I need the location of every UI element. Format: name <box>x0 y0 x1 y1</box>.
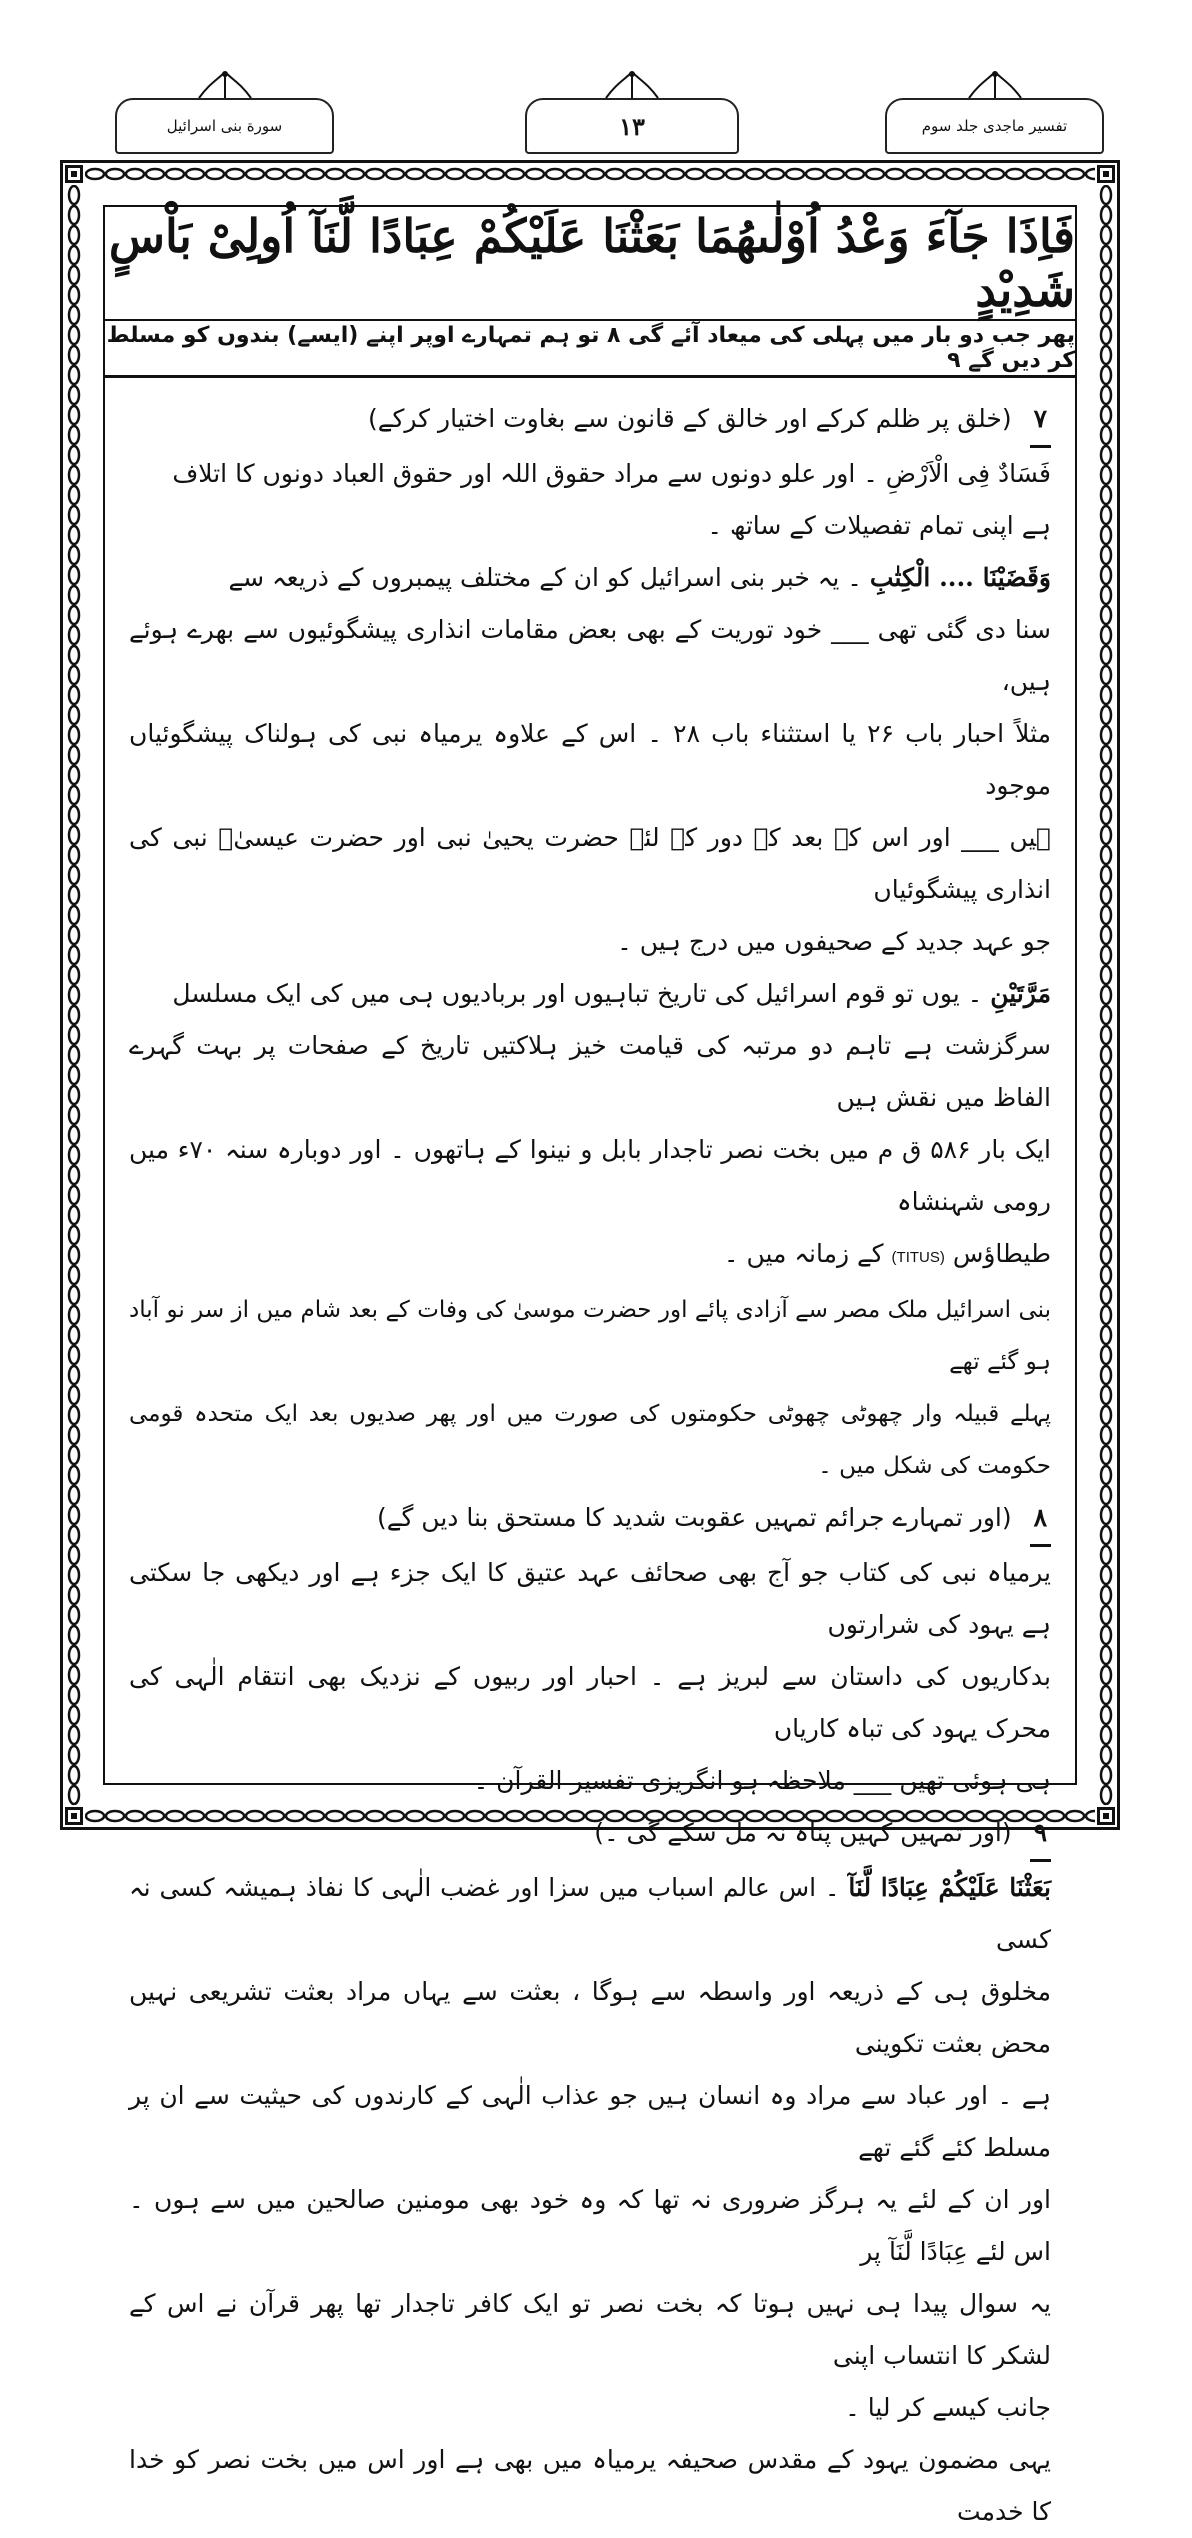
commentary-text: طیطاؤس <box>952 1239 1051 1268</box>
commentary-line: فَسَادٌ فِى الْاَرْضِ ۔ اور علو دونوں سے مراد حقوق اللہ اور حقوق العباد دونوں کا اتلاف <box>172 459 1051 488</box>
surah-name: سورة بنی اسرائیل <box>166 117 283 135</box>
ornament-icon <box>965 70 1025 100</box>
ornament-icon <box>195 70 255 100</box>
lemma: مَرَّتَيْنِ <box>990 979 1051 1008</box>
border-chain-left <box>65 185 83 1805</box>
commentary-line: بَعَثْنَا عَلَيْكُمْ عِبَادًا لَّنَآ ۔ اس عالم اسباب میں سزا اور غضب الٰہی کا نفاذ ہمیشہ کسی نہ کسی <box>129 1873 1052 1954</box>
commentary-line: ہے ۔ اور عباد سے مراد وہ انسان ہیں جو عذاب الٰہی کے کارندوں کی حیثیت سے ان پر مسلط کئے گئے تھے <box>129 2081 1051 2162</box>
corner-ornament <box>1097 1807 1115 1825</box>
book-title: تفسیر ماجدی جلد سوم <box>921 117 1068 135</box>
commentary-line: یہ سوال پیدا ہی نہیں ہوتا کہ بخت نصر تو ایک کافر تاجدار تھا پھر قرآن نے اس کے لشکر کا انتساب اپنی <box>129 2289 1051 2370</box>
commentary-line: بنی اسرائیل ملک مصر سے آزادی پائے اور حضرت موسیٰ کی وفات کے بعد شام میں از سر نو آباد ہو گئے تھے <box>129 1297 1051 1375</box>
commentary-line: ہی ہوئی تھیں ___ ملاحظہ ہو انگریزی تفسیر القرآن ۔ <box>473 1766 1051 1795</box>
lemma: بَعَثْنَا عَلَيْكُمْ عِبَادًا لَّنَآ <box>848 1873 1052 1902</box>
page-header <box>95 70 1115 170</box>
commentary-line: جو عہد جدید کے صحیفوں میں درج ہیں ۔ <box>617 927 1051 956</box>
commentary-line: اور ان کے لئے یہ ہرگز ضروری نہ تھا کہ وہ خود بھی مومنین صالحین میں سے ہوں ۔ اس لئے عِبَادًا لَّنَآ پر <box>129 2185 1051 2266</box>
commentary-line: ہے اپنی تمام تفصیلات کے ساتھ ۔ <box>707 511 1051 540</box>
commentary-text: یوں تو قوم اسرائیل کی تاریخ تباہیوں اور بربادیوں ہی میں کی ایک مسلسل <box>172 979 960 1008</box>
commentary-line: ایک بار ۵۸۶ ق م میں بخت نصر تاجدار بابل و نینوا کے ہاتھوں ۔ اور دوبارہ سنہ ۷۰ء میں رومی شہنشاہ <box>129 1135 1051 1216</box>
corner-ornament <box>65 1807 83 1825</box>
commentary-line: ہیں ___ اور اس کے بعد کے دور کے لئے حضرت یحییٰ نبی اور حضرت عیسیٰؑ نبی کی انذاری پیشگوئیاں <box>129 823 1051 904</box>
commentary-line: وَقَضَيْنَا .... الْكِتٰبِ ۔ یہ خبر بنی اسرائیل کو ان کے مختلف پیمبروں کے ذریعہ سے <box>228 563 1051 592</box>
border-chain-top <box>85 165 1095 183</box>
commentary-line: مَرَّتَيْنِ ۔ یوں تو قوم اسرائیل کی تاریخ تباہیوں اور بربادیوں ہی میں کی ایک مسلسل <box>172 979 1051 1008</box>
commentary-line: سنا دی گئی تھی ___ خود توریت کے بھی بعض مقامات انذاری پیشگوئیوں سے بھرے ہوئے ہیں، <box>129 615 1051 696</box>
commentary-line <box>129 1228 1051 1284</box>
note-heading <box>129 1807 1051 1862</box>
content-area <box>103 205 1077 2526</box>
page-number-box <box>525 98 739 154</box>
verse-translation: پھر جب دو بار میں پہلی کی میعاد آئے گی ۸ تو ہم تمہارے اوپر اپنے (ایسے) بندوں کو مسلط کر دیں گے ۹ <box>105 321 1075 378</box>
note-heading-text: (اور تمہارے جرائم تمہیں عقوبت شدید کا مستحق بنا دیں گے) <box>377 1503 1012 1532</box>
page-number: ۱۳ <box>619 111 645 141</box>
commentary-line: یہی مضمون یہود کے مقدس صحیفہ یرمیاہ میں بھی ہے اور اس میں بخت نصر کو خدا کا خدمت <box>129 2445 1051 2526</box>
note-heading <box>129 1492 1051 1547</box>
commentary <box>129 393 1051 2538</box>
commentary-line: جانب کیسے کر لیا ۔ <box>845 2393 1051 2422</box>
note-number: ۸ <box>1030 1492 1051 1547</box>
commentary-line: مثلاً احبار باب ۲۶ یا استثناء باب ۲۸ ۔ اس کے علاوہ یرمیاہ نبی کی ہولناک پیشگوئیاں موجود <box>129 719 1052 800</box>
corner-ornament <box>1097 165 1115 183</box>
note-number: ۷ <box>1030 393 1051 448</box>
latin-name: (TITUS) <box>891 1249 945 1266</box>
commentary-line: یرمیاہ نبی کی کتاب جو آج بھی صحائف عہد عتیق کا ایک جزء ہے اور دیکھی جا سکتی ہے یہود کی شرارتوں <box>129 1558 1051 1639</box>
commentary-text: کے زمانہ میں ۔ <box>723 1239 884 1268</box>
book-title-box <box>885 98 1104 154</box>
commentary-line: مخلوق ہی کے ذریعہ اور واسطہ سے ہوگا ، بعثت سے یہاں مراد بعثت تشریعی نہیں محض بعثت تکوینی <box>129 1977 1051 2058</box>
note-heading-text: (اور تمہیں کہیں پناہ نہ مل سکے گی ۔) <box>594 1818 1012 1847</box>
commentary-text: یہ خبر بنی اسرائیل کو ان کے مختلف پیمبروں کے ذریعہ سے <box>228 563 840 592</box>
ornament-icon <box>602 70 662 100</box>
note-number: ۹ <box>1030 1807 1051 1862</box>
note-heading <box>129 393 1051 448</box>
commentary-line: سرگزشت ہے تاہم دو مرتبہ کی قیامت خیز ہلاکتیں تاریخ کے صفحات پر بہت گہرے الفاظ میں نقش ہیں <box>129 1031 1051 1112</box>
commentary-text: اس عالم اسباب میں سزا اور غضب الٰہی کا نفاذ ہمیشہ کسی نہ کسی <box>129 1873 1051 1954</box>
commentary-line: بدکاریوں کی داستان سے لبریز ہے ۔ احبار اور ربیوں کے نزدیک بھی انتقام الٰہی کی محرک یہود کی تباہ کاریاں <box>129 1662 1051 1743</box>
lemma: وَقَضَيْنَا .... الْكِتٰبِ <box>869 563 1051 592</box>
commentary-line: پہلے قبیلہ وار چھوٹی چھوٹی حکومتوں کی صورت میں اور پھر صدیوں بعد ایک متحدہ قومی حکومت کی شکل میں ۔ <box>129 1401 1051 1479</box>
border-chain-right <box>1097 185 1115 1805</box>
surah-name-box <box>115 98 334 154</box>
page-frame <box>60 160 1120 2526</box>
note-heading-text: (خلق پر ظلم کرکے اور خالق کے قانون سے بغاوت اختیار کرکے) <box>368 404 1012 433</box>
corner-ornament <box>65 165 83 183</box>
quran-verse: فَاِذَا جَآءَ وَعْدُ اُوْلٰىهُمَا بَعَثْنَا عَلَيْكُمْ عِبَادًا لَّنَآ اُولِىْ بَاْسٍ شَدِيْدٍ <box>105 207 1075 321</box>
